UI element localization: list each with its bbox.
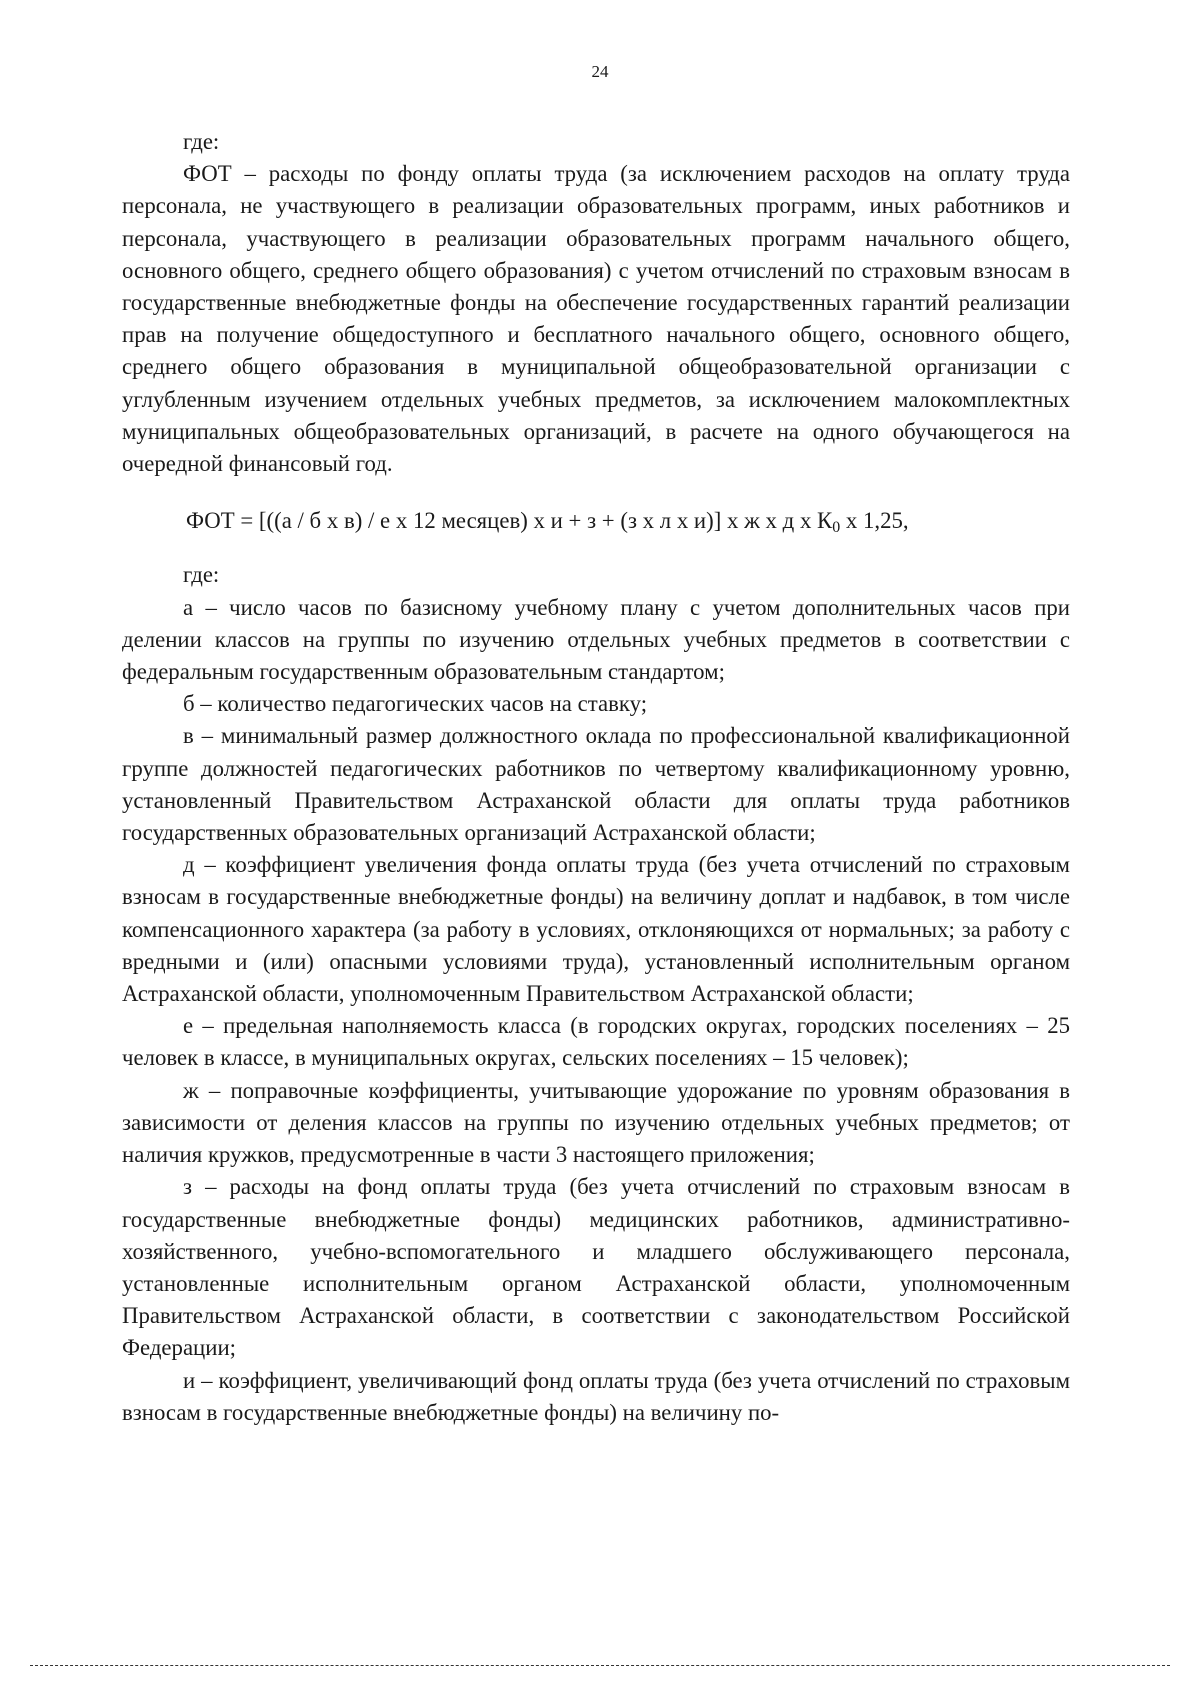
fot-definition: ФОТ – расходы по фонду оплаты труда (за исключением расходов на оплату труда персонала, не участвующего в реализации образовательных программ, иных работников и персонала, участвующего в реализации образовательных программ начального общего, основного общего, среднего общего образования) с учетом отчислений по страховым взносам в государственные внебюджетные фонды на обеспечение государственных гарантий реализации прав на получение общедоступного и бесплатного начального общего, основного общего, среднего общего образования в муниципальной общеобразовательной организации с углубленным изучением отдельных учебных предметов, за исключением малокомплектных муниципальных общеобразовательных организаций, в расчете на одного обучающегося на очередной финансовый год. — [122, 161, 1070, 477]
formula-tail: х 1,25, — [840, 508, 909, 534]
where-label: где: — [183, 562, 220, 588]
definition-v: в – минимальный размер должностного оклада по профессиональной квалификационной группе должностей педагогических работников по четвертому квалификационному уровню, установленный Правительством Астраханской области для оплаты труда работников государственных образовательных организаций Астраханской области; — [122, 723, 1070, 846]
footer-divider — [30, 1665, 1170, 1666]
definition-b: б – количество педагогических часов на ставку; — [183, 691, 648, 717]
definition-d: д – коэффициент увеличения фонда оплаты труда (без учета отчислений по страховым взносам в государственные внебюджетные фонды) на величину доплат и надбавок, в том числе компенсационного характера (за работу в условиях, отклоняющихся от нормальных; за работу с вредными и (или) опасными условиями труда), установленный исполнительным органом Астраханской области, уполномоченным Правительством Астраханской области; — [122, 852, 1070, 1007]
definition-z: з – расходы на фонд оплаты труда (без учета отчислений по страховым взносам в государственные внебюджетные фонды) медицинских работников, административно-хозяйственного, учебно-вспомогательного и младшего обслуживающего персонала, установленные исполнительным органом Астраханской области, уполномоченным Правительством Астраханской области, в соответствии с законодательством Российской Федерации; — [122, 1174, 1070, 1361]
definition-i: и – коэффициент, увеличивающий фонд оплаты труда (без учета отчислений по страховым взносам в государственные внебюджетные фонды) на величину по- — [122, 1367, 1070, 1425]
definition-zh: ж – поправочные коэффициенты, учитывающие удорожание по уровням образования в зависимости от деления классов на группы по изучению отдельных учебных предметов; от наличия кружков, предусмотренные в части 3 настоящего приложения; — [122, 1077, 1070, 1168]
where-label-intro: где: — [183, 129, 220, 154]
page-number: 24 — [591, 62, 609, 81]
definition-a: а – число часов по базисному учебному плану с учетом дополнительных часов при делении классов на группы по изучению отдельных учебных предметов в соответствии с федеральным государственным образовательным стандартом; — [122, 594, 1070, 685]
fot-formula — [122, 505, 1070, 537]
definition-e: е – предельная наполняемость класса (в городских округах, городских поселениях – 25 человек в классе, в муниципальных округах, сельских поселениях – 15 человек); — [122, 1013, 1070, 1071]
formula-subscript: 0 — [832, 519, 841, 537]
document-body — [122, 126, 1070, 1429]
formula-main: ФОТ = [((а / б х в) / е х 12 месяцев) х и + з + (з х л х и)] х ж х д х К — [186, 508, 833, 534]
